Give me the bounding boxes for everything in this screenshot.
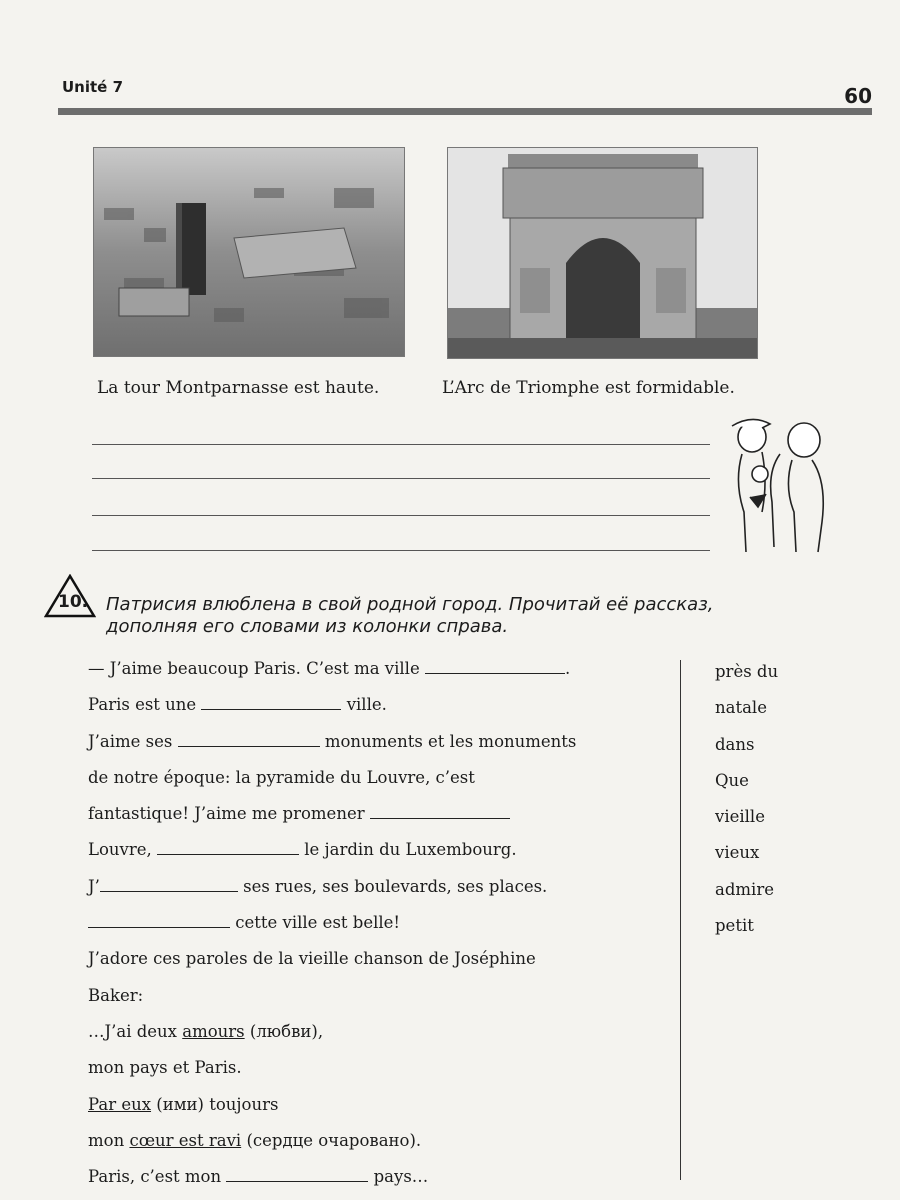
answer-blank[interactable] (226, 1167, 368, 1182)
text-line: J’ ses rues, ses boulevards, ses places. (88, 876, 548, 896)
text-line: de notre époque: la pyramide du Louvre, c’est (88, 767, 475, 787)
right-photo-caption: L’Arc de Triomphe est formidable. (442, 378, 735, 398)
text-line: Paris, c’est mon pays… (88, 1167, 429, 1187)
exercise-number: 10. (58, 592, 89, 612)
answer-blank[interactable] (425, 659, 565, 674)
word-bank (715, 658, 778, 948)
unit-label: Unité 7 (62, 78, 124, 96)
word-bank-item: vieux (715, 843, 760, 863)
writing-line[interactable] (92, 444, 710, 445)
tourists-illustration (722, 412, 837, 557)
column-divider (680, 660, 681, 1180)
answer-blank[interactable] (178, 732, 320, 747)
word-bank-item: admire (715, 879, 774, 899)
text-line: Par eux (ими) toujours (88, 1094, 279, 1114)
word-bank-item: près du (715, 662, 779, 681)
text-line: Baker: (88, 985, 144, 1005)
montparnasse-photo (93, 147, 405, 357)
word-bank-item: dans (715, 734, 755, 754)
word-bank-item: natale (715, 698, 767, 718)
writing-line[interactable] (92, 515, 710, 516)
answer-blank[interactable] (157, 840, 299, 855)
answer-blank[interactable] (100, 877, 238, 892)
word-bank-item: petit (715, 916, 754, 936)
exercise-text (88, 655, 668, 1199)
answer-blank[interactable] (370, 804, 510, 819)
writing-line[interactable] (92, 550, 710, 551)
text-line: Paris est une ville. (88, 695, 387, 715)
answer-blank[interactable] (201, 695, 341, 710)
text-line: J’adore ces paroles de la vieille chanson de Joséphine (88, 949, 536, 969)
answer-blank[interactable] (88, 913, 230, 928)
text-line: mon cœur est ravi (сердце очаровано). (88, 1130, 422, 1150)
exercise-instruction: Патрисия влюблена в свой родной город. Прочитай её рассказ, дополняя его словами из колонки справа. (106, 594, 714, 637)
word-bank-item: vieille (715, 807, 765, 827)
arc-de-triomphe-photo (447, 147, 758, 359)
page-number: 60 (844, 84, 872, 108)
word-bank-item: Que (715, 770, 749, 790)
text-line: …J’ai deux amours (любви), (88, 1021, 324, 1041)
left-photo-caption: La tour Montparnasse est haute. (97, 378, 380, 398)
text-line: cette ville est belle! (88, 909, 668, 945)
header-rule (58, 108, 872, 115)
text-line: Louvre, le jardin du Luxembourg. (88, 840, 517, 860)
text-line: — J’aime beaucoup Paris. C’est ma ville . (88, 659, 571, 678)
text-line: mon pays et Paris. (88, 1058, 242, 1078)
text-line: fantastique! J’aime me promener (88, 800, 668, 836)
text-line: J’aime ses monuments et les monuments (88, 731, 577, 751)
writing-line[interactable] (92, 478, 710, 479)
